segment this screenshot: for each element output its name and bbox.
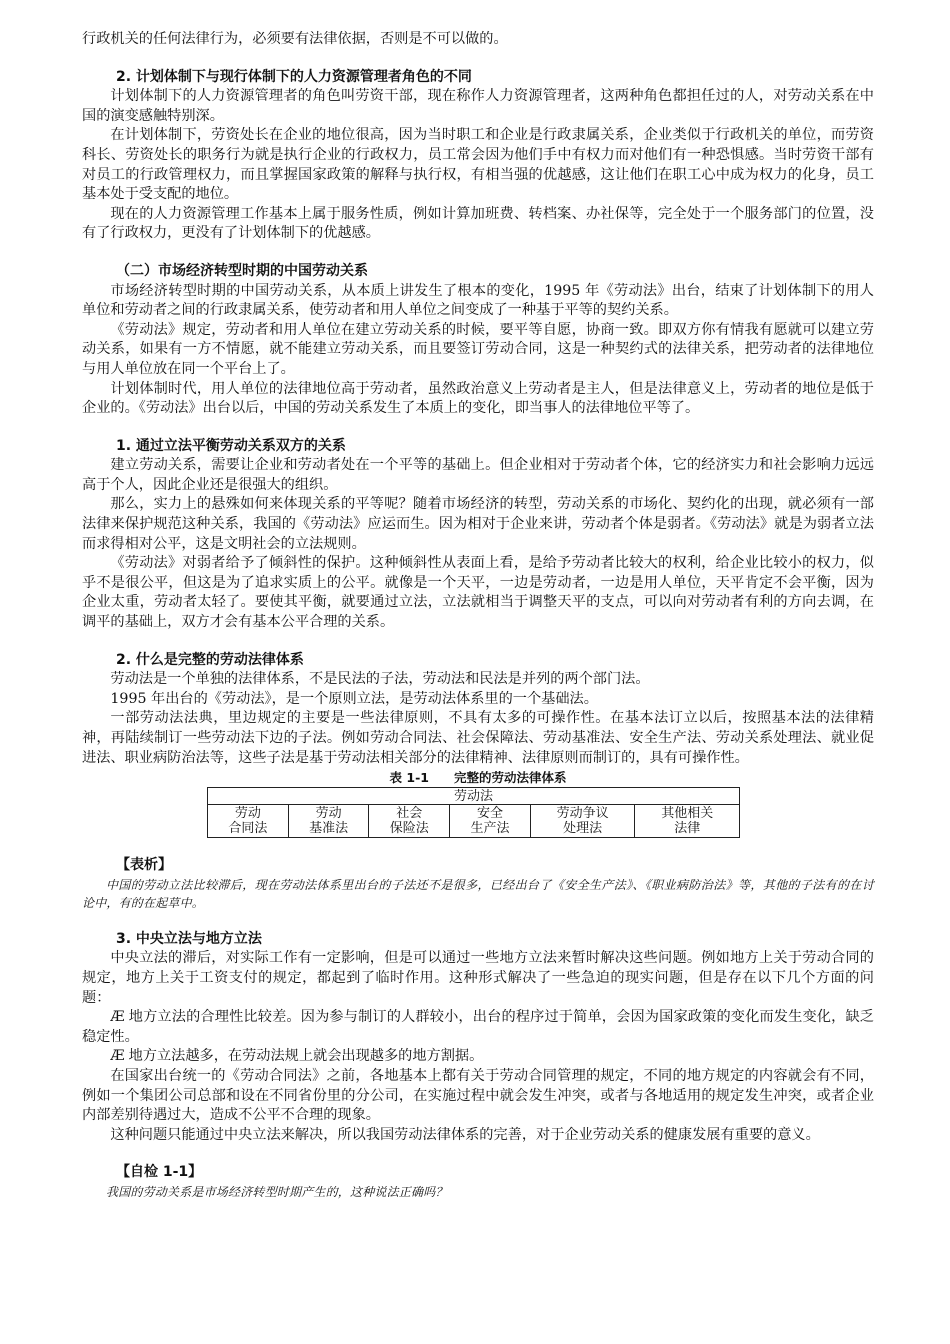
table-cell: 劳动 基准法 [288, 805, 369, 838]
paragraph: 这种问题只能通过中央立法来解决，所以我国劳动法律体系的完善，对于企业劳动关系的健康发展有重要的意义。 [110, 1126, 820, 1143]
paragraph: 在国家出台统一的《劳动合同法》之前，各地基本上都有关于劳动合同管理的规定，不同的地方规定的内容就会有不同，例如一个集团公司总部和设在不同省份里的分公司，在实施过程中就会发生冲突，或者与各地适用的规定发生冲突，或者企业内部差别待遇过大，造成不公平不合理的现象。 [82, 1067, 874, 1124]
law-system-table [207, 787, 740, 838]
paragraph: 《劳动法》规定，劳动者和用人单位在建立劳动关系的时候，要平等自愿，协商一致。即双方你有情我有愿就可以建立劳动关系，如果有一方不情愿，就不能建立劳动关系，而且要签订劳动合同，这是一种契约式的法律关系，把劳动者的法律地位与用人单位放在同一个平台上了。 [82, 321, 874, 377]
section-heading: 3. 中央立法与地方立法 [116, 930, 262, 947]
part-heading: （二）市场经济转型时期的中国劳动关系 [116, 262, 368, 279]
table-header-cell: 劳动法 [208, 788, 740, 805]
bullet-item: Æ 地方立法的合理性比较差。因为参与制订的人群较小，出台的程序过于简单，会因为国家政策的变化而发生变化，缺乏稳定性。 [82, 1009, 874, 1045]
paragraph: 1995 年出台的《劳动法》，是一个原则立法，是劳动法体系里的一个基础法。 [110, 690, 598, 707]
paragraph: 中央立法的滞后，对实际工作有一定影响，但是可以通过一些地方立法来暂时解决这些问题。例如地方上关于劳动合同的规定，地方上关于工资支付的规定，都起到了临时作用。这种形式解决了一些急迫的现实问题，但是存在以下几个方面的问题： [82, 950, 874, 1006]
table-cell: 劳动 合同法 [208, 805, 289, 838]
bullet-icon: Æ [110, 1048, 125, 1065]
paragraph: 在计划体制下，劳资处长在企业的地位很高，因为当时职工和企业是行政隶属关系，企业类似于行政机关的单位，而劳资科长、劳资处长的职务行为就是执行企业的行政权力，员工常会因为他们手中有权力而对他们有一种恐惧感。当时劳资干部有对员工的行政管理权力，而且掌握国家政策的解释与执行权，有相当强的优越感，这让他们在职工心中成为权力的化身，员工基本处于受支配的地位。 [82, 127, 874, 203]
table-cell: 安全 生产法 [450, 805, 531, 838]
table-cell: 其他相关 法律 [635, 805, 740, 838]
table-caption: 表 1-1 完整的劳动法律体系 [389, 770, 567, 786]
paragraph: 市场经济转型时期的中国劳动关系，从本质上讲发生了根本的变化，1995 年《劳动法》出台，结束了计划体制下的用人单位和劳动者之间的行政隶属关系，使劳动者和用人单位之间变成了一种基于平等的契约关系。 [82, 282, 874, 319]
selfcheck-question: 我国的劳动关系是市场经济转型时期产生的，这种说法正确吗？ [106, 1184, 448, 1199]
paragraph: 现在的人力资源管理工作基本上属于服务性质，例如计算加班费、转档案、办社保等，完全处于一个服务部门的位置，没有了行政权力，更没有了计划体制下的优越感。 [82, 205, 874, 242]
section-heading: 2. 什么是完整的劳动法律体系 [116, 651, 304, 668]
paragraph: 建立劳动关系，需要让企业和劳动者处在一个平等的基础上。但企业相对于劳动者个体，它的经济实力和社会影响力远远高于个人，因此企业还是很强大的组织。 [82, 457, 874, 493]
table-cell: 社会 保险法 [369, 805, 450, 838]
analysis-title: 【表析】 [116, 857, 172, 874]
section-heading: 1. 通过立法平衡劳动关系双方的关系 [116, 437, 346, 454]
paragraph: 那么，实力上的悬殊如何来体现关系的平等呢？随着市场经济的转型，劳动关系的市场化、契约化的出现，就必须有一部法律来保护规范这种关系，我国的《劳动法》应运而生。因为相对于企业来讲，劳动者个体是弱者。《劳动法》就是为弱者立法而求得相对公平，这是文明社会的立法规则。 [82, 496, 874, 552]
paragraph: 计划体制时代，用人单位的法律地位高于劳动者，虽然政治意义上劳动者是主人，但是法律意义上，劳动者的地位是低于企业的。《劳动法》出台以后，中国的劳动关系发生了本质上的变化，即当事人的法律地位平等了。 [82, 380, 874, 417]
table-cell: 劳动争议 处理法 [530, 805, 635, 838]
paragraph: 行政机关的任何法律行为，必须要有法律依据，否则是不可以做的。 [82, 31, 508, 47]
bullet-item: Æ 地方立法越多，在劳动法规上就会出现越多的地方割据。 [110, 1048, 484, 1065]
analysis-note: 中国的劳动立法比较滞后，现在劳动法体系里出台的子法还不是很多，已经出台了《安全生产法》、《职业病防治法》等，其他的子法有的在讨论中，有的在起草中。 [82, 877, 874, 910]
selfcheck-title: 【自检 1-1】 [116, 1164, 203, 1181]
paragraph: 计划体制下的人力资源管理者的角色叫劳资干部，现在称作人力资源管理者，这两种角色都担任过的人，对劳动关系在中国的演变感触特别深。 [82, 88, 874, 124]
paragraph: 劳动法是一个单独的法律体系，不是民法的子法，劳动法和民法是并列的两个部门法。 [110, 671, 650, 688]
document-page [82, 30, 874, 1201]
paragraph: 《劳动法》对弱者给予了倾斜性的保护。这种倾斜性从表面上看，是给予劳动者比较大的权利，给企业比较小的权力，似乎不是很公平，但这是为了追求实质上的公平。就像是一个天平，一边是劳动者，一边是用人单位，天平肯定不会平衡，因为企业太重，劳动者太轻了。要使其平衡，就要通过立法，立法就相当于调整天平的支点，可以向对劳动者有利的方向去调，在调平的基础上，双方才会有基本公平合理的关系。 [82, 555, 874, 631]
section-heading: 2. 计划体制下与现行体制下的人力资源管理者角色的不同 [116, 68, 472, 85]
bullet-icon: Æ [110, 1009, 125, 1026]
paragraph: 一部劳动法法典，里边规定的主要是一些法律原则，不具有太多的可操作性。在基本法订立以后，按照基本法的法律精神，再陆续制订一些劳动法下边的子法。例如劳动合同法、社会保障法、劳动基准法、安全生产法、劳动关系处理法、就业促进法、职业病防治法等，这些子法是基于劳动法相关部分的法律精神、法律原则而制订的，具有可操作性。 [82, 710, 874, 766]
